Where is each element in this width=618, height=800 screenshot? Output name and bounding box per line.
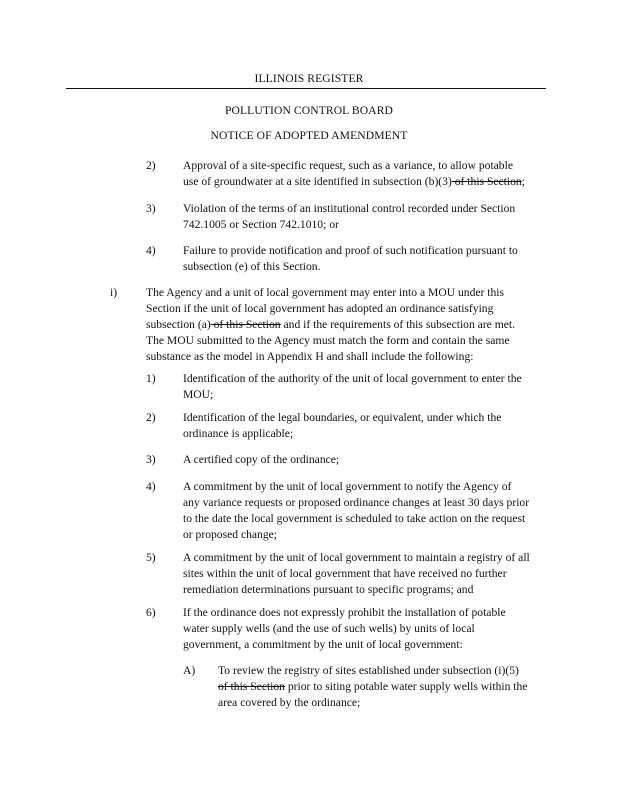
item-text-line: Violation of the terms of an institutional control recorded under Section (183, 202, 516, 215)
item-text-line: The MOU submitted to the Agency must match the form and contain the same (146, 334, 510, 347)
item-number: 1) (146, 372, 156, 385)
item-number: 3) (146, 453, 156, 466)
item-text-line: subsection (a) of this Section and if the requirements of this subsection are met. (146, 318, 515, 331)
item-text-line: or proposed change; (183, 528, 278, 541)
item-text-line: A commitment by the unit of local government to maintain a registry of all (183, 551, 530, 564)
item-number: 2) (146, 411, 156, 424)
item-number: A) (183, 664, 196, 677)
struck-text: of this Section (210, 318, 281, 331)
struck-text: of this Section (451, 175, 522, 188)
item-text-line: water supply wells (and the use of such wells) by units of local (183, 622, 475, 635)
struck-text: of this Section (218, 680, 285, 693)
item-text-line: Section if the unit of local government has adopted an ordinance satisfying (146, 302, 494, 315)
item-text-line: MOU; (183, 388, 214, 401)
item-text-line: ordinance is applicable; (183, 427, 294, 440)
item-number: 2) (146, 159, 156, 172)
item-number: 5) (146, 551, 156, 564)
item-text-line: To review the registry of sites established under subsection (i)(5) (218, 664, 519, 677)
register-title: ILLINOIS REGISTER (254, 72, 364, 85)
item-text-line: Identification of the authority of the unit of local government to enter the (183, 372, 522, 385)
item-text-line: Failure to provide notification and proof of such notification pursuant to (183, 244, 518, 257)
item-text-line: of this Section prior to siting potable water supply wells within the (218, 680, 528, 693)
item-text-line: use of groundwater at a site identified in subsection (b)(3) of this Section; (183, 175, 525, 188)
item-text-line: 742.1005 or Section 742.1010; or (183, 218, 339, 231)
item-text-line: any variance requests or proposed ordinance changes at least 30 days prior (183, 496, 530, 509)
item-text-line: to the date the local government is scheduled to take action on the request (183, 512, 526, 525)
item-text-line: area covered by the ordinance; (218, 696, 361, 709)
item-number: 4) (146, 480, 156, 493)
item-text-line: sites within the unit of local government that have received no further (183, 567, 507, 580)
notice-title: NOTICE OF ADOPTED AMENDMENT (210, 129, 408, 142)
item-text-line: substance as the model in Appendix H and shall include the following: (146, 350, 474, 363)
item-number: 6) (146, 606, 156, 619)
item-number: 3) (146, 202, 156, 215)
board-title: POLLUTION CONTROL BOARD (224, 104, 394, 117)
item-text-line: If the ordinance does not expressly prohibit the installation of potable (183, 606, 506, 619)
header-rule (66, 88, 546, 89)
item-text-line: A certified copy of the ordinance; (183, 453, 340, 466)
item-text-line: A commitment by the unit of local government to notify the Agency of (183, 480, 512, 493)
item-number: i) (110, 286, 118, 299)
item-text-line: Identification of the legal boundaries, or equivalent, under which the (183, 411, 502, 424)
item-text-line: Approval of a site-specific request, such as a variance, to allow potable (183, 159, 513, 172)
item-text-line: remediation determinations pursuant to specific programs; and (183, 583, 474, 596)
item-number: 4) (146, 244, 156, 257)
item-text-line: subsection (e) of this Section. (183, 260, 321, 273)
item-text-line: government, a commitment by the unit of local government: (183, 638, 463, 651)
item-text-line: The Agency and a unit of local government may enter into a MOU under this (146, 286, 505, 299)
